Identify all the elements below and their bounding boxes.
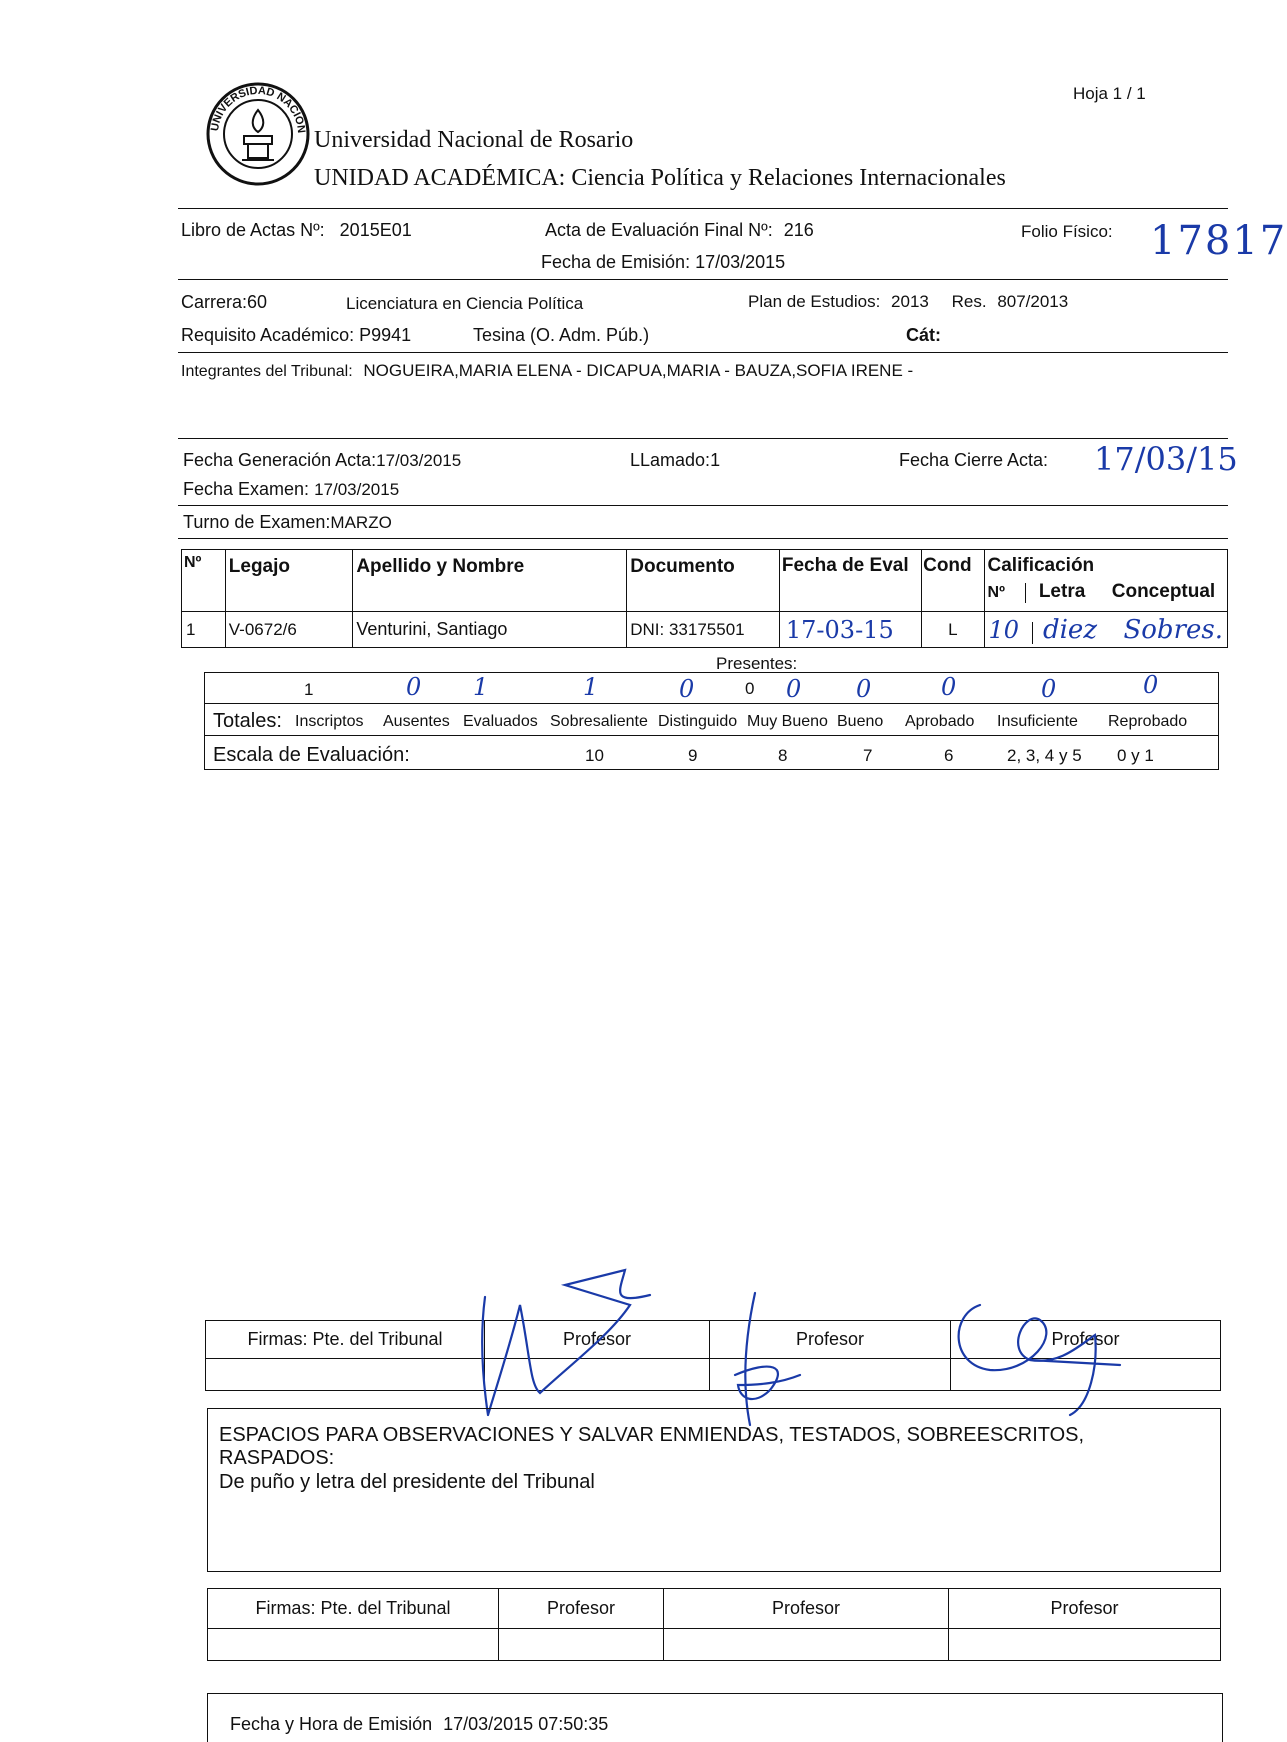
examen-value: 17/03/2015	[314, 480, 400, 499]
footer-emision-label: Fecha y Hora de Emisión	[230, 1714, 433, 1734]
fecha-cierre-label: Fecha Cierre Acta:	[899, 450, 1049, 470]
lbl-evaluados: Evaluados	[463, 713, 538, 730]
generacion-label: Fecha Generación Acta:	[183, 450, 377, 470]
total-aprobado: 0	[941, 673, 957, 701]
row-documento: DNI: 33175501	[627, 612, 780, 648]
col-conceptual: Conceptual	[1111, 581, 1216, 602]
escala-bueno: 7	[863, 746, 873, 765]
fecha-examen	[183, 479, 399, 500]
carrera-name: Licenciatura en Ciencia Política	[346, 294, 584, 313]
lbl-ausentes: Ausentes	[383, 713, 450, 730]
col-cond: Cond	[922, 550, 984, 612]
observaciones-title: ESPACIOS PARA OBSERVACIONES Y SALVAR ENMIENDAS, TESTADOS, SOBREESCRITOS, RASPADOS:	[219, 1424, 1085, 1469]
students-table	[181, 549, 1228, 648]
cat-label: Cát:	[906, 325, 941, 345]
observaciones-box	[207, 1408, 1221, 1572]
firma-profesor-1-label: Profesor	[485, 1321, 710, 1359]
lbl-sobresaliente: Sobresaliente	[550, 713, 648, 730]
libro-value: 2015E01	[339, 220, 412, 240]
lbl-reprobado: Reprobado	[1108, 713, 1188, 730]
escala-reprobado: 0 y 1	[1117, 746, 1154, 765]
university-seal-logo	[204, 80, 312, 188]
table-row	[182, 612, 1228, 648]
escala-insuficiente: 2, 3, 4 y 5	[1007, 746, 1082, 765]
lbl-insuficiente: Insuficiente	[997, 713, 1078, 730]
firma2-profesor-2-label: Profesor	[664, 1589, 949, 1629]
footer-box	[207, 1693, 1223, 1742]
row-n: 1	[182, 612, 226, 648]
plan-value: 2013	[891, 292, 929, 311]
total-sobresaliente: 0	[679, 675, 695, 703]
escala-muy-bueno: 8	[778, 746, 788, 765]
firma2-profesor-1-slot	[499, 1629, 664, 1661]
totales-box	[204, 672, 1219, 770]
escala-label: Escala de Evaluación:	[213, 744, 410, 766]
firma-pte-label: Firmas: Pte. del Tribunal	[206, 1321, 485, 1359]
turno-examen	[183, 512, 392, 533]
examen-label: Fecha Examen:	[183, 479, 310, 499]
requisito-label: Requisito Académico:	[181, 325, 355, 345]
tribunal-value: NOGUEIRA,MARIA ELENA - DICAPUA,MARIA - BAUZA,SOFIA IRENE -	[363, 361, 914, 380]
firma2-pte-slot	[208, 1629, 499, 1661]
col-letra: Letra	[1038, 581, 1086, 602]
observaciones-subtitle: De puño y letra del presidente del Tribunal	[219, 1471, 595, 1493]
firma2-profesor-1-label: Profesor	[499, 1589, 664, 1629]
escala-distinguido: 9	[688, 746, 698, 765]
lbl-inscriptos: Inscriptos	[295, 713, 364, 730]
university-name: Universidad Nacional de Rosario	[314, 127, 634, 153]
firma-profesor-2-label: Profesor	[710, 1321, 951, 1359]
col-legajo: Legajo	[225, 550, 353, 612]
total-distinguido: 0	[745, 679, 755, 698]
row-letra-handwritten: diez	[1042, 614, 1098, 645]
fecha-cierre-handwritten: 17/03/15	[1094, 440, 1238, 478]
totales-label: Totales:	[213, 710, 282, 732]
total-inscriptos: 1	[304, 680, 314, 699]
plan-estudios	[748, 292, 1068, 312]
row-legajo: V-0672/6	[225, 612, 353, 648]
lbl-aprobado: Aprobado	[905, 713, 975, 730]
total-ausentes: 0	[406, 673, 422, 701]
res-label: Res.	[951, 292, 987, 311]
firma2-pte-label: Firmas: Pte. del Tribunal	[208, 1589, 499, 1629]
acta-value: 216	[783, 220, 814, 240]
row-conceptual-handwritten: Sobres.	[1123, 614, 1223, 645]
total-reprobado: 0	[1143, 671, 1159, 699]
firma2-profesor-3-slot	[949, 1629, 1221, 1661]
res-value: 807/2013	[997, 292, 1069, 311]
col-n: Nº	[182, 550, 226, 612]
generacion-value: 17/03/2015	[376, 451, 462, 470]
row-nota-handwritten: 10	[988, 615, 1020, 644]
total-evaluados: 1	[473, 673, 489, 701]
totales-labels	[213, 710, 282, 733]
llamado-value: 1	[710, 450, 721, 470]
requisito-name: Tesina (O. Adm. Púb.)	[473, 325, 650, 345]
folio-label: Folio Físico:	[1021, 222, 1113, 241]
lbl-bueno: Bueno	[837, 713, 884, 730]
libro-actas	[181, 220, 412, 241]
llamado-label: LLamado:	[630, 450, 711, 470]
tribunal	[181, 361, 913, 381]
row-cond: L	[922, 612, 984, 648]
escala-aprobado: 6	[944, 746, 954, 765]
firma-pte-slot	[206, 1359, 485, 1391]
col-cal-n: Nº	[987, 584, 1005, 601]
total-insuficiente: 0	[1041, 675, 1057, 703]
folio-handwritten: 17817	[1150, 218, 1287, 264]
total-muy-bueno: 0	[786, 675, 802, 703]
carrera-code: 60	[247, 292, 268, 312]
emision-label: Fecha de Emisión:	[541, 252, 691, 272]
firma-profesor-3-label: Profesor	[951, 1321, 1221, 1359]
carrera-label: Carrera:	[181, 292, 248, 312]
requisito-code: P9941	[359, 325, 412, 345]
fecha-emision	[541, 252, 785, 273]
col-fecha-eval: Fecha de Eval	[779, 550, 921, 612]
lbl-muy-bueno: Muy Bueno	[747, 713, 828, 730]
emision-value: 17/03/2015	[695, 252, 786, 272]
svg-text:UNIVERSIDAD NACIONAL DE ROSARI: UNIVERSIDAD NACION	[208, 84, 308, 134]
llamado	[630, 450, 720, 471]
row-fecha-eval-handwritten: 17-03-15	[779, 612, 921, 648]
calificacion-label: Calificación	[987, 555, 1095, 576]
fecha-generacion	[183, 450, 461, 471]
presentes-label: Presentes:	[716, 654, 798, 673]
firma2-profesor-2-slot	[664, 1629, 949, 1661]
unidad-academica: UNIDAD ACADÉMICA: Ciencia Política y Relaciones Internacionales	[314, 165, 1006, 191]
acta-numero	[545, 220, 814, 241]
acta-label: Acta de Evaluación Final Nº:	[545, 220, 773, 240]
firmas-table-2	[207, 1588, 1221, 1661]
footer-emision-value: 17/03/2015 07:50:35	[443, 1714, 609, 1734]
col-calificacion	[984, 550, 1227, 612]
escala-sobresaliente: 10	[585, 746, 604, 765]
total-presentes: 1	[583, 673, 599, 701]
col-documento: Documento	[627, 550, 780, 612]
turno-value: MARZO	[330, 513, 392, 532]
requisito-academico	[181, 325, 411, 346]
turno-label: Turno de Examen:	[183, 512, 331, 532]
firma2-profesor-3-label: Profesor	[949, 1589, 1221, 1629]
carrera	[181, 292, 267, 313]
col-nombre: Apellido y Nombre	[353, 550, 627, 612]
row-nombre: Venturini, Santiago	[353, 612, 627, 648]
table-header-row	[182, 550, 1228, 612]
tribunal-label: Integrantes del Tribunal:	[181, 363, 353, 380]
plan-label: Plan de Estudios:	[748, 292, 881, 311]
total-bueno: 0	[856, 675, 872, 703]
lbl-distinguido: Distinguido	[658, 713, 738, 730]
fecha-hora-emision	[230, 1714, 608, 1735]
libro-label: Libro de Actas Nº:	[181, 220, 325, 240]
page-number: Hoja 1 / 1	[1073, 84, 1146, 103]
